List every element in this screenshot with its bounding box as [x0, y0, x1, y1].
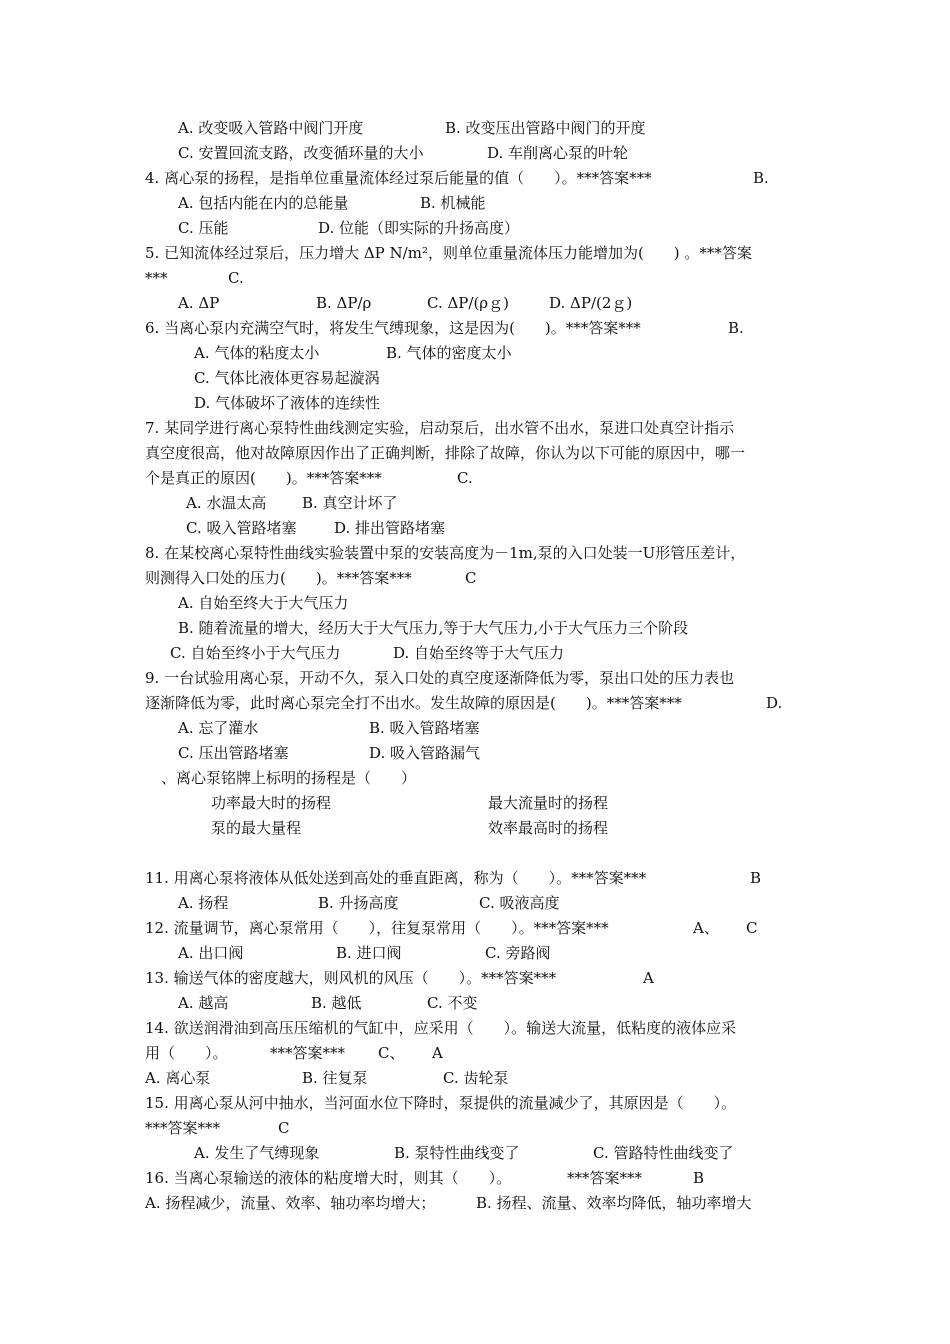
q12-option-b: B. 进口阀 — [336, 944, 402, 962]
q7-option-d: D. 排出管路堵塞 — [334, 519, 446, 537]
q7-stem-line3: 个是真正的原因( )。***答案*** — [145, 469, 382, 487]
q10-option-a: 功率最大时的扬程 — [211, 794, 332, 812]
q10-option-b: 最大流量时的扬程 — [488, 794, 609, 812]
q9-option-c: C. 压出管路堵塞 — [178, 744, 289, 762]
q6-option-a: A. 气体的粘度太小 — [194, 344, 320, 362]
q7-option-c: C. 吸入管路堵塞 — [186, 519, 297, 537]
q4-option-d: D. 位能（即实际的升扬高度） — [318, 219, 520, 237]
q5-option-a: A. ΔP — [178, 294, 220, 312]
q9-answer: D. — [766, 694, 783, 712]
q14-answer-1: C、 — [378, 1044, 405, 1062]
q9-stem-line1: 9. 一台试验用离心泵，开动不久，泵入口处的真空度逐渐降低为零，泵出口处的压力表也 — [145, 669, 735, 687]
q7-option-b: B. 真空计坏了 — [302, 494, 398, 512]
q8-stem-line1: 8. 在某校离心泵特性曲线实验装置中泵的安装高度为－1m,泵的入口处装一U形管压差计， — [145, 544, 746, 562]
q7-stem-line2: 真空度很高，他对故障原因作出了正确判断，排除了故障，你认为以下可能的原因中，哪一 — [145, 444, 746, 462]
q14-answer-2: A — [432, 1044, 443, 1062]
q15-stem-line1: 15. 用离心泵从河中抽水，当河面水位下降时，泵提供的流量减少了，其原因是（ ）。 — [145, 1094, 737, 1112]
q12-answer-2: C — [746, 919, 758, 937]
q6-option-d: D. 气体破坏了液体的连续性 — [194, 394, 381, 412]
q11-option-b: B. 升扬高度 — [318, 894, 399, 912]
q4-option-c: C. 压能 — [178, 219, 229, 237]
q7-stem-line1: 7. 某同学进行离心泵特性曲线测定实验，启动泵后，出水管不出水，泵进口处真空计指示 — [145, 419, 735, 437]
q12-option-c: C. 旁路阀 — [485, 944, 551, 962]
q9-option-b: B. 吸入管路堵塞 — [369, 719, 480, 737]
q15-option-b: B. 泵特性曲线变了 — [394, 1144, 520, 1162]
q16-option-b: B. 扬程、流量、效率均降低，轴功率增大 — [476, 1194, 752, 1212]
q15-option-c: C. 管路特性曲线变了 — [593, 1144, 734, 1162]
q7-answer: C. — [457, 469, 473, 487]
q14-answer-label: ***答案*** — [270, 1044, 346, 1062]
q5-option-d: D. ΔP/(2ｇ) — [549, 294, 633, 312]
q15-option-a: A. 发生了气缚现象 — [194, 1144, 320, 1162]
q13-answer: A — [643, 969, 654, 987]
q5-answer: C. — [228, 269, 244, 287]
q3-option-b: B. 改变压出管路中阀门的开度 — [445, 119, 646, 137]
q11-stem: 11. 用离心泵将液体从低处送到高处的垂直距离，称为（ ）。***答案*** — [145, 869, 647, 887]
q10-option-d: 效率最高时的扬程 — [488, 819, 609, 837]
q8-option-d: D. 自始至终等于大气压力 — [393, 644, 565, 662]
q12-answer-1: A、 — [693, 919, 719, 937]
q8-option-a: A. 自始至终大于大气压力 — [178, 594, 349, 612]
q10-stem: 、离心泵铭牌上标明的扬程是（ ） — [161, 769, 417, 787]
q13-option-a: A. 越高 — [178, 994, 229, 1012]
q16-stem: 16. 当离心泵输送的液体的粘度增大时，则其（ ）。 — [145, 1169, 512, 1187]
q5-stem-line2: *** — [145, 269, 168, 287]
q11-option-a: A. 扬程 — [178, 894, 229, 912]
q14-option-c: C. 齿轮泵 — [443, 1069, 509, 1087]
q4-option-a: A. 包括内能在内的总能量 — [178, 194, 349, 212]
q5-option-c: C. ΔP/(ρｇ) — [427, 294, 509, 312]
q10-option-c: 泵的最大量程 — [211, 819, 302, 837]
q14-stem-line1: 14. 欲送润滑油到高压压缩机的气缸中，应采用（ ）。输送大流量，低粘度的液体应采 — [145, 1019, 737, 1037]
q16-answer: B — [693, 1169, 705, 1187]
q5-stem-line1: 5. 已知流体经过泵后，压力增大 ΔP N/m²，则单位重量流体压力能增加为( ) 。***答案 — [145, 244, 752, 262]
q3-option-a: A. 改变吸入管路中阀门开度 — [178, 119, 364, 137]
q3-option-c: C. 安置回流支路，改变循环量的大小 — [178, 144, 424, 162]
q14-option-b: B. 往复泵 — [302, 1069, 368, 1087]
q5-option-b: B. ΔP/ρ — [316, 294, 372, 312]
q4-answer: B. — [753, 169, 769, 187]
q14-stem-line2: 用（ ）。 — [145, 1044, 228, 1062]
q8-option-b: B. 随着流量的增大，经历大于大气压力,等于大气压力,小于大气压力三个阶段 — [178, 619, 689, 637]
q6-option-b: B. 气体的密度太小 — [386, 344, 512, 362]
q6-answer: B. — [728, 319, 744, 337]
q16-option-a: A. 扬程减少，流量、效率、轴功率均增大； — [145, 1194, 436, 1212]
q8-option-c: C. 自始至终小于大气压力 — [170, 644, 341, 662]
q8-stem-line2: 则测得入口处的压力( )。***答案*** — [145, 569, 412, 587]
q9-stem-line2: 逐渐降低为零，此时离心泵完全打不出水。发生故障的原因是( )。***答案*** — [145, 694, 682, 712]
q9-option-d: D. 吸入管路漏气 — [369, 744, 481, 762]
q6-stem: 6. 当离心泵内充满空气时，将发生气缚现象，这是因为( )。***答案*** — [145, 319, 641, 337]
q13-stem: 13. 输送气体的密度越大，则风机的风压（ ）。***答案*** — [145, 969, 557, 987]
q12-option-a: A. 出口阀 — [178, 944, 244, 962]
q13-option-c: C. 不变 — [427, 994, 478, 1012]
q11-option-c: C. 吸液高度 — [479, 894, 560, 912]
q12-stem: 12. 流量调节，离心泵常用（ ），往复泵常用（ ）。***答案*** — [145, 919, 609, 937]
q15-answer: C — [278, 1119, 290, 1137]
q7-option-a: A. 水温太高 — [186, 494, 267, 512]
q3-option-d: D. 车削离心泵的叶轮 — [487, 144, 629, 162]
q6-option-c: C. 气体比液体更容易起漩涡 — [194, 369, 380, 387]
q16-answer-label: ***答案*** — [567, 1169, 643, 1187]
q14-option-a: A. 离心泵 — [145, 1069, 211, 1087]
q13-option-b: B. 越低 — [311, 994, 362, 1012]
q11-answer: B — [750, 869, 762, 887]
q4-option-b: B. 机械能 — [420, 194, 486, 212]
q8-answer: C — [465, 569, 477, 587]
q9-option-a: A. 忘了灌水 — [178, 719, 259, 737]
q15-stem-line2: ***答案*** — [145, 1119, 221, 1137]
q4-stem: 4. 离心泵的扬程，是指单位重量流体经过泵后能量的值（ ）。***答案*** — [145, 169, 652, 187]
